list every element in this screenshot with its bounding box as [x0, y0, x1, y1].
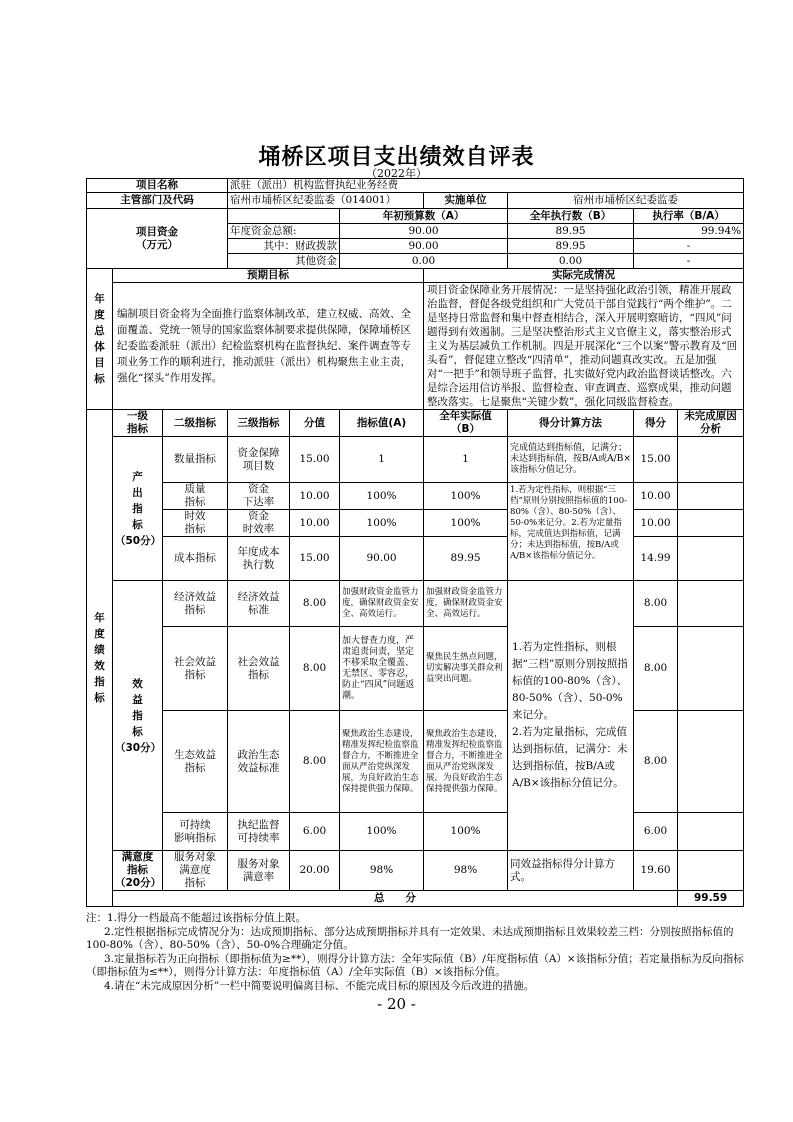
dept-label: 主管部门及代码: [87, 193, 228, 209]
funds-row: 年度资金总额: 90.00 89.95 99.94%: [87, 224, 744, 239]
project-name-label: 项目名称: [87, 179, 228, 193]
evaluation-table: [86, 178, 744, 907]
funds-row: 其他资金 0.00 0.00 -: [87, 254, 744, 269]
table-row: 成本指标 年度成本 执行数 15.00 90.00 89.95 14.99: [87, 537, 744, 581]
header-l3: 三级指标: [228, 410, 290, 437]
output-label: 产 出 指 标 （50分）: [113, 437, 163, 581]
actual-goal-text: 项目资金保障业务开展情况：一是坚持强化政治引领，精准开展政治监督，督促各级党组织和广大党员干部自觉践行“两个维护”。二是坚持日常监督和集中督查相结合，深入开展明察暗访，“四风”问题得到有效遏制。三是坚决整治形式主义官僚主义，落实整治形式主义为基层减负工作机制。四是开展深化“三个以案”警示教育及“回头看”，督促建立整改“四清单”，推动问题真改实改。五是加强对“一把手”和领导班子监督，扎实做好党内政治监督谈话整改。六是综合运用信访举报、监督检查、审查调查、巡察成果，推动问题整改落实。七是聚焦“关键少数”，强化同级监督检查。: [424, 283, 744, 410]
page-number: - 20 -: [377, 995, 416, 1013]
note-2: 2.定性根据指标完成情况分为：达成预期指标、部分达成预期指标并具有一定效果、未达成预期指标且效果较差三档：分别按照指标值的100-80%（含）、80-50%（含）、50-0%合理确定分值。: [86, 925, 734, 951]
output-method-shared: 1.若为定性指标，则根据“三档”原则分别按照指标值的100-80%（含）、80-50%（含）、50-0%来记分。2.若为定量指标，完成值达到指标值，记满分；未达到指标值，按B/A或A/B×该指标分值记分。: [508, 483, 634, 581]
satisfaction-label: 满意度 指标 （20分）: [113, 851, 163, 891]
funds-label: 项目资金 （万元）: [87, 209, 228, 269]
effect-label: 效 益 指 标 （30分）: [113, 581, 163, 851]
note-3: 3.定量指标若为正向指标（即指标值为≥**），则得分计算方法：全年实际值（B）/年度指标值（A）×该指标分值；若定量指标为反向指标（即指标值为≤**），则得分计算方法：年度指标值（A）/全年实际值（B）×该指标分值。: [86, 952, 744, 978]
header-score: 分值: [290, 410, 340, 437]
year-subtitle: （2022年）: [366, 167, 427, 180]
total-score: 99.59: [678, 891, 744, 907]
notes: [86, 912, 746, 993]
effect-method: 1.若为定性指标，则根据“三档”原则分别按照指标值的100-80%（含）、80-50%（含）、50-0%来记分。 2.若为定量指标，完成值达到指标值，记满分：未达到指标值，按B/A或A/B×该指标分值记分。: [508, 581, 634, 851]
table-row: 时效 指标 资金 时效率 10.00 100% 100% 10.00: [87, 510, 744, 537]
header-got: 得分: [634, 410, 678, 437]
page-title: 埇桥区项目支出绩效自评表: [258, 145, 535, 170]
header-method: 得分计算方法: [508, 410, 634, 437]
header-l2: 二级指标: [163, 410, 228, 437]
table-row: 质量 指标 资金 下达率 10.00 100% 100% 1.若为定性指标，则根据“三档”原则分别按照指标值的100-80%（含）、80-50%（含）、50-0%来记分。2.若为定量指标，完成值达到指标值，记满分；未达到指标值，按B/A或A/B×该指标分值记分。 10.00: [87, 483, 744, 510]
table-row: 产 出 指 标 （50分） 数量指标 资金保障 项目数 15.00 1 1 完成值达到指标值，记满分；未达到指标值，按B/A或A/B×该指标分值记分。 15.00: [87, 437, 744, 483]
table-row: 满意度 指标 （20分） 服务对象 满意度 指标 服务对象 满意率 20.00 98% 98% 同效益指标得分计算方式。 19.60: [87, 851, 744, 891]
table-row: 可持续 影响指标 执纪监督 可持续率 6.00 100% 100% 6.00: [87, 813, 744, 851]
actual-goal-label: 实际完成情况: [424, 269, 744, 283]
total-label: 总 分: [113, 891, 678, 907]
table-row: 社会效益 指标 社会效益 指标 8.00 加大督查力度，严肃追责问责，坚定不移采取全覆盖、无禁区、零容忍，防止“四风”问题返潮。 聚焦民生热点问题，切实解决事关群众利益突出问题。 8.00: [87, 627, 744, 711]
dept-value: 宿州市埇桥区纪委监委（014001）: [228, 193, 424, 209]
col-rate: 执行率（B/A）: [634, 209, 744, 224]
expected-goal-label: 预期目标: [113, 269, 424, 283]
header-l1: 一级 指标: [113, 410, 163, 437]
expected-goal-text: 编制项目资金将为全面推行监察体制改革，建立权威、高效、全面覆盖、党统一领导的国家监察体制要求提供保障，保障埇桥区纪委监委派驻（派出）纪检监察机构在监督执纪、案件调查等专项业务工作的顺利进行，推动派驻（派出）机构聚焦主业主责，强化“探头”作用发挥。: [113, 283, 424, 410]
header-reason: 未完成原因分析: [678, 410, 744, 437]
funds-row: 其中：财政拨款 90.00 89.95 -: [87, 239, 744, 254]
col-exec: 全年执行数（B）: [508, 209, 634, 224]
header-target: 指标值(A): [340, 410, 424, 437]
impl-value: 宿州市埇桥区纪委监委: [508, 193, 744, 209]
note-4: 4.请在“未完成原因分析”一栏中简要说明偏离目标、不能完成目标的原因及今后改进的措施。: [104, 979, 535, 992]
table-row: 生态效益 指标 政治生态 效益标准 8.00 聚焦政治生态建设，精准发挥纪检监察监督合力，不断推进全面从严治党纵深发展，为良好政治生态保持提供强力保障。 聚焦政治生态建设，精准发挥纪检监察监督合力，不断推进全面从严治党纵深发展，为良好政治生态保持提供强力保障。 8.00: [87, 711, 744, 813]
col-plan: 年初预算数（A）: [340, 209, 508, 224]
indicators-side-label: 年 度 绩 效 指 标: [87, 410, 113, 907]
impl-label: 实施单位: [424, 193, 508, 209]
table-row: 效 益 指 标 （30分） 经济效益 指标 经济效益 标准 8.00 加强财政资金监管力度，确保财政资金安全、高效运行。 加强财政资金监管力度，确保财政资金安全、高效运行。 1.若为定性指标，则根据“三档”原则分别按照指标值的100-80%（含）、80-50%（含）、50-0%来记分。 2.若为定量指标，完成值达到指标值，记满分：未达到指标值，按B/A或A/B×该指标分值记分。 8.00: [87, 581, 744, 627]
goals-side-label: 年 度 总 体 目 标: [87, 269, 113, 410]
note-1: 注：1.得分一档最高不能超过该指标分值上限。: [86, 912, 307, 924]
header-actual: 全年实际值 （B）: [424, 410, 508, 437]
project-name: 派驻（派出）机构监督执纪业务经费: [228, 179, 744, 193]
